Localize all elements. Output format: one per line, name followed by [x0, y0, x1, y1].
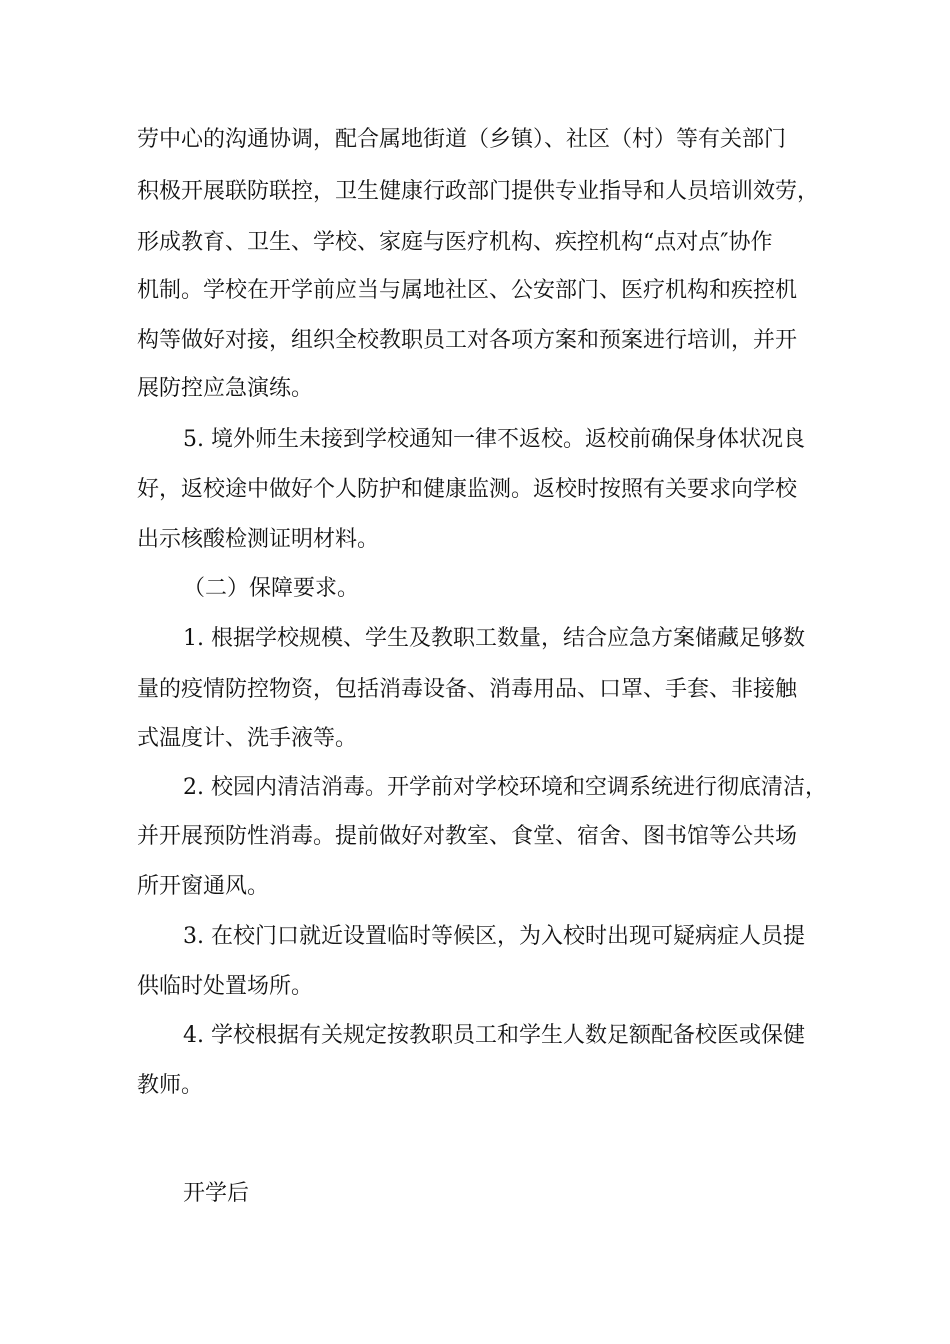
text-line: 展防控应急演练。 [137, 376, 314, 401]
text-line: 教师。 [137, 1073, 204, 1098]
paragraph-5-line: 5. 境外师生未接到学校通知一律不返校。返校前确保身体状况良 [183, 427, 805, 452]
paragraph-1-line: 1. 根据学校规模、学生及教职工数量，结合应急方案储藏足够数 [183, 626, 805, 651]
text-line: 积极开展联防联控，卫生健康行政部门提供专业指导和人员培训效劳， [137, 179, 820, 204]
text-line: 机制。学校在开学前应当与属地社区、公安部门、医疗机构和疾控机 [137, 278, 798, 303]
text-line: 所开窗通风。 [137, 874, 270, 899]
text-line: 形成教育、卫生、学校、家庭与医疗机构、疾控机构“点对点″协作 [137, 230, 773, 255]
text-line: 量的疫情防控物资，包括消毒设备、消毒用品、口罩、手套、非接触 [137, 677, 798, 702]
text-line: 并开展预防性消毒。提前做好对教室、食堂、宿舍、图书馆等公共场 [137, 824, 798, 849]
paragraph-4-line: 4. 学校根据有关规定按教职员工和学生人数足额配备校医或保健 [183, 1023, 805, 1048]
section-heading: （二）保障要求。 [183, 576, 360, 601]
text-line: 构等做好对接，组织全校教职员工对各项方案和预案进行培训，并开 [137, 328, 798, 353]
paragraph-2-line: 2. 校园内清洁消毒。开学前对学校环境和空调系统进行彻底清洁， [183, 775, 827, 800]
text-line: 供临时处置场所。 [137, 974, 314, 999]
text-line: 式温度计、洗手液等。 [137, 726, 358, 751]
text-line: 出示核酸检测证明材料。 [137, 527, 380, 552]
section-heading-after-school-starts: 开学后 [183, 1181, 250, 1206]
paragraph-3-line: 3. 在校门口就近设置临时等候区，为入校时出现可疑病症人员提 [183, 924, 805, 949]
text-line: 好，返校途中做好个人防护和健康监测。返校时按照有关要求向学校 [137, 477, 798, 502]
text-line: 劳中心的沟通协调，配合属地街道（乡镇）、社区（村）等有关部门 [137, 127, 787, 152]
